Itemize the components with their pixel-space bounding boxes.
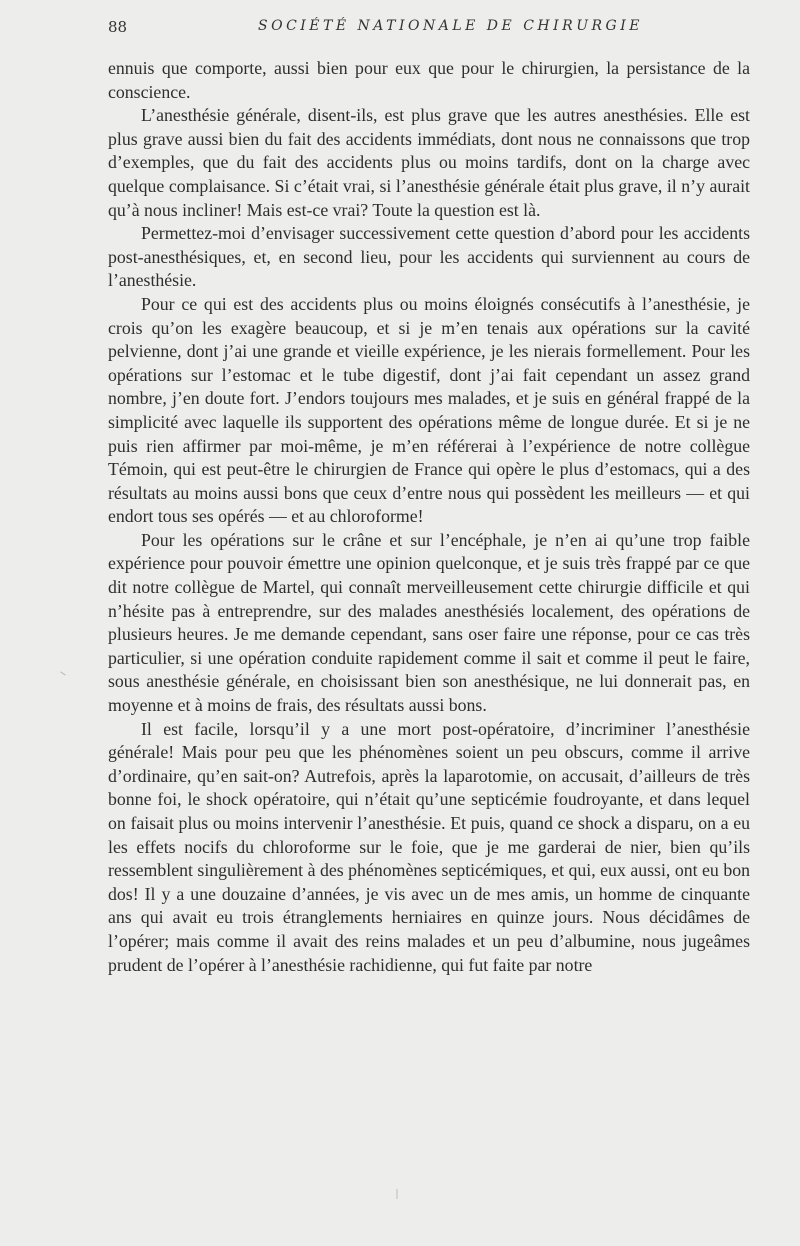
journal-title: SOCIÉTÉ NATIONALE DE CHIRURGIE: [258, 18, 643, 34]
paragraph-5: Pour les opérations sur le crâne et sur l’encéphale, je n’en ai qu’une trop faible expérience pour pouvoir émettre une opinion quelconque, et je suis très frappé par ce que dit notre collègue de Martel, qui connaît merveilleusement cette chirurgie difficile et qui n’hésite pas à entreprendre, sur des malades anesthésiés localement, des opérations de plusieurs heures. Je me demande cependant, sans oser faire une réponse, pour ce cas très particulier, si une opération conduite rapidement comme il sait et comme il peut le faire, sous anesthésie générale, en choisissant bien son anesthésique, ne lui donnerait pas, en moyenne et à moins de frais, des résultats aussi bons.: [108, 529, 750, 716]
paragraph-1: ennuis que comporte, aussi bien pour eux que pour le chirurgien, la persistance de la conscience.: [108, 58, 750, 102]
paragraph-3: Permettez-moi d’envisager successivement cette question d’abord pour les accidents post-anesthésiques, et, en second lieu, pour les accidents qui surviennent au cours de l’anesthésie.: [108, 223, 750, 291]
body-text: [108, 57, 750, 977]
paragraph-4: Pour ce qui est des accidents plus ou moins éloignés consécutifs à l’anesthésie, je crois qu’on les exagère beaucoup, et si je m’en tenais aux opérations sur la cavité pelvienne, dont j’ai une grande et vieille expérience, je les nierais formellement. Pour les opérations sur l’estomac et le tube digestif, dont j’ai fait cependant un assez grand nombre, j’en doute fort. J’endors toujours mes malades, et je suis en général frappé de la simplicité avec laquelle ils supportent des opérations même de longue durée. Et si je ne puis rien affirmer par moi-même, je m’en référerai à l’expérience de notre collègue Témoin, qui est peut-être le chirurgien de France qui opère le plus d’estomacs, qui a des résultats au moins aussi bons que ceux d’entre nous qui possèdent les meilleurs — et qui endort tous ses opérés — et au chloroforme!: [108, 293, 750, 527]
scan-mark: [60, 671, 65, 675]
paragraph-2: L’anesthésie générale, disent-ils, est plus grave que les autres anesthésies. Elle est plus grave aussi bien du fait des accidents immédiats, dont nous ne connaissons que trop d’exemples, que du fait des accidents plus ou moins tardifs, dont on la charge avec quelque complaisance. Si c’était vrai, si l’anesthésie générale était plus grave, il n’y aurait qu’à nous incliner! Mais est-ce vrai? Toute la question est là.: [108, 105, 750, 220]
page-number: 88: [108, 18, 128, 36]
scan-artifact: [396, 1189, 398, 1199]
running-head: [108, 18, 750, 42]
paragraph-6: Il est facile, lorsqu’il y a une mort post-opératoire, d’incriminer l’anesthésie générale! Mais pour peu que les phénomènes soient un peu obscurs, comme il arrive d’ordinaire, qu’en sait-on? Autrefois, après la laparotomie, on accusait, d’ailleurs de très bonne foi, le shock opératoire, qui n’était qu’une septicémie foudroyante, et dans lequel on faisait plus ou moins intervenir l’anesthésie. Et puis, quand ce shock a disparu, on a eu les effets nocifs du chloroforme sur le foie, que je me garderai de nier, bien qu’ils ressemblent singulièrement à des phénomènes septicémiques, et qui, eux aussi, ont eu bon dos! Il y a une douzaine d’années, je vis avec un de mes amis, un homme de cinquante ans qui avait eu trois étranglements herniaires en quinze jours. Nous décidâmes de l’opérer; mais comme il avait des reins malades et un peu d’albumine, nous jugeâmes prudent de l’opérer à l’anesthésie rachidienne, qui fut faite par notre: [108, 718, 750, 975]
